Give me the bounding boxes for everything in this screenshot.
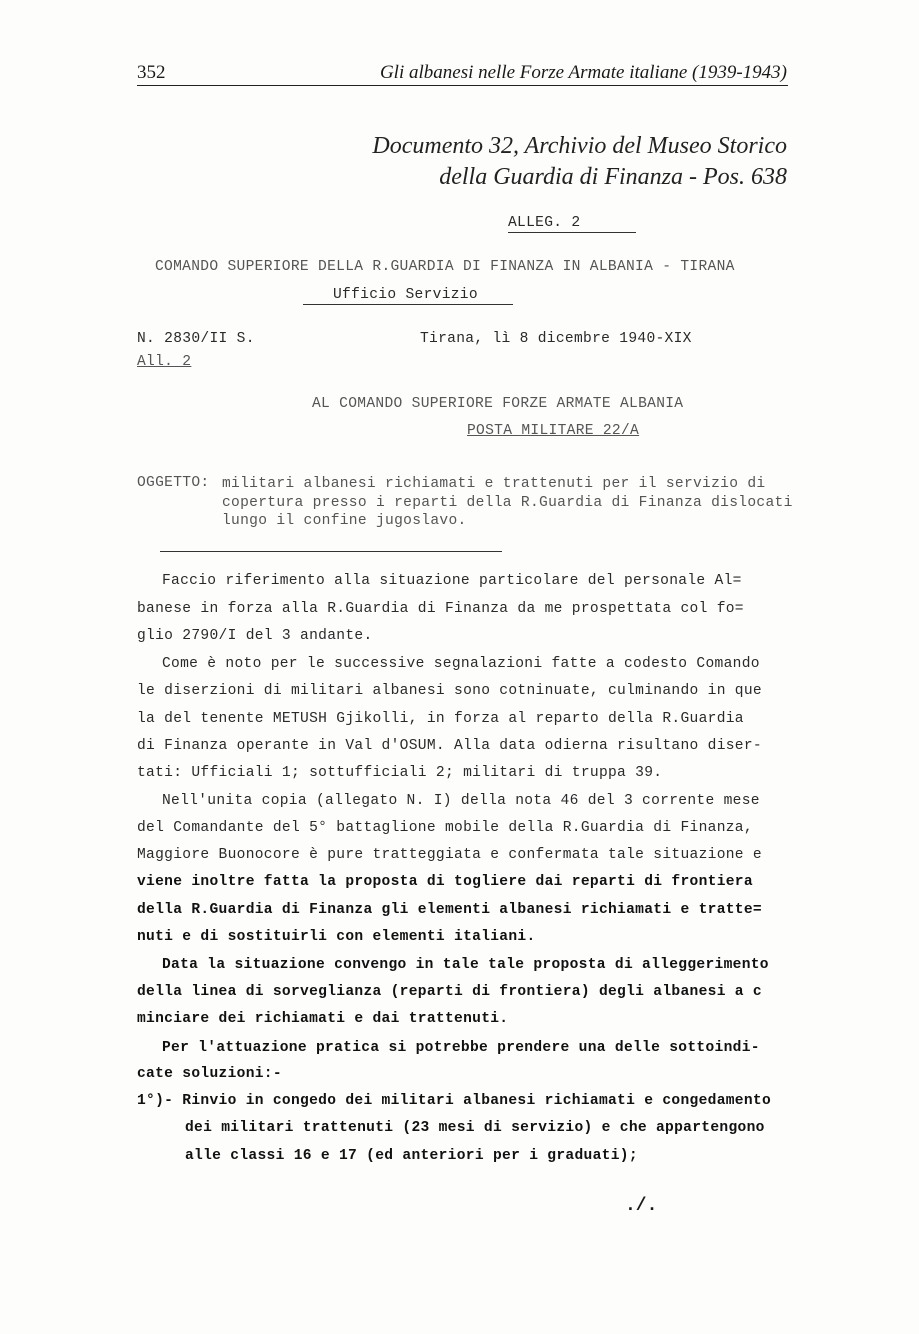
subject-text: militari albanesi richiamati e trattenuti per il servizio di copertura presso i reparti della R.Guardia di Finanza dislocati lungo il confine jugoslavo. <box>222 476 793 529</box>
attachment-underline <box>508 232 636 233</box>
recipient: AL COMANDO SUPERIORE FORZE ARMATE ALBANIA <box>312 396 684 412</box>
protocol-number: N. 2830/II S. <box>137 331 255 347</box>
attachment-label: ALLEG. 2 <box>508 215 581 231</box>
source-line-1: Documento 32, Archivio del Museo Storico <box>372 133 787 159</box>
place-date: Tirana, lì 8 dicembre 1940-XIX <box>420 331 692 347</box>
body-line: Maggiore Buonocore è pure tratteggiata e confermata tale situazione e <box>137 847 762 863</box>
source-line-2: della Guardia di Finanza - Pos. 638 <box>439 164 787 190</box>
body-line: della linea di sorveglianza (reparti di frontiera) degli albanesi a c <box>137 984 762 1000</box>
office-underline <box>303 304 513 305</box>
body-line: tati: Ufficiali 1; sottufficiali 2; militari di truppa 39. <box>137 765 663 781</box>
body-line: Come è noto per le successive segnalazioni fatte a codesto Comando <box>162 656 760 672</box>
body-line: 1°)- Rinvio in congedo dei militari albanesi richiamati e congedamento <box>137 1093 772 1109</box>
body-line: Per l'attuazione pratica si potrebbe prendere una delle sottoindi- <box>162 1040 760 1056</box>
running-title: Gli albanesi nelle Forze Armate italiane (1939-1943) <box>379 62 787 83</box>
office-label: Ufficio Servizio <box>333 287 478 303</box>
body-line: del Comandante del 5° battaglione mobile della R.Guardia di Finanza, <box>137 820 753 836</box>
attachment-reference: All. 2 <box>137 354 192 370</box>
page-number: 352 <box>137 62 166 83</box>
subject-divider <box>160 551 502 552</box>
body-line: Nell'unita copia (allegato N. I) della nota 46 del 3 corrente mese <box>162 793 760 809</box>
continuation-mark: ./. <box>625 1196 658 1216</box>
body-line: della R.Guardia di Finanza gli elementi albanesi richiamati e tratte= <box>137 902 762 918</box>
body-line: la del tenente METUSH Gjikolli, in forza al reparto della R.Guardia <box>137 711 744 727</box>
body-line: di Finanza operante in Val d'OSUM. Alla data odierna risultano diser- <box>137 738 762 754</box>
subject-label: OGGETTO: <box>137 475 210 491</box>
body-line: glio 2790/I del 3 andante. <box>137 628 373 644</box>
body-line: cate soluzioni:- <box>137 1066 282 1082</box>
body-line: Faccio riferimento alla situazione particolare del personale Al= <box>162 573 742 589</box>
command-header: COMANDO SUPERIORE DELLA R.GUARDIA DI FINANZA IN ALBANIA - TIRANA <box>155 259 735 275</box>
body-line: le diserzioni di militari albanesi sono cotninuate, culminando in que <box>137 683 762 699</box>
body-line: dei militari trattenuti (23 mesi di servizio) e che appartengono <box>185 1120 765 1136</box>
recipient-address: POSTA MILITARE 22/A <box>467 423 640 439</box>
body-line: nuti e di sostituirli con elementi italiani. <box>137 929 536 945</box>
body-line: minciare dei richiamati e dai trattenuti. <box>137 1011 509 1027</box>
body-line: viene inoltre fatta la proposta di togliere dai reparti di frontiera <box>137 874 753 890</box>
header-rule <box>137 85 788 86</box>
body-line: alle classi 16 e 17 (ed anteriori per i graduati); <box>185 1148 638 1164</box>
body-line: banese in forza alla R.Guardia di Finanza da me prospettata col fo= <box>137 601 744 617</box>
body-line: Data la situazione convengo in tale tale proposta di alleggerimento <box>162 957 769 973</box>
